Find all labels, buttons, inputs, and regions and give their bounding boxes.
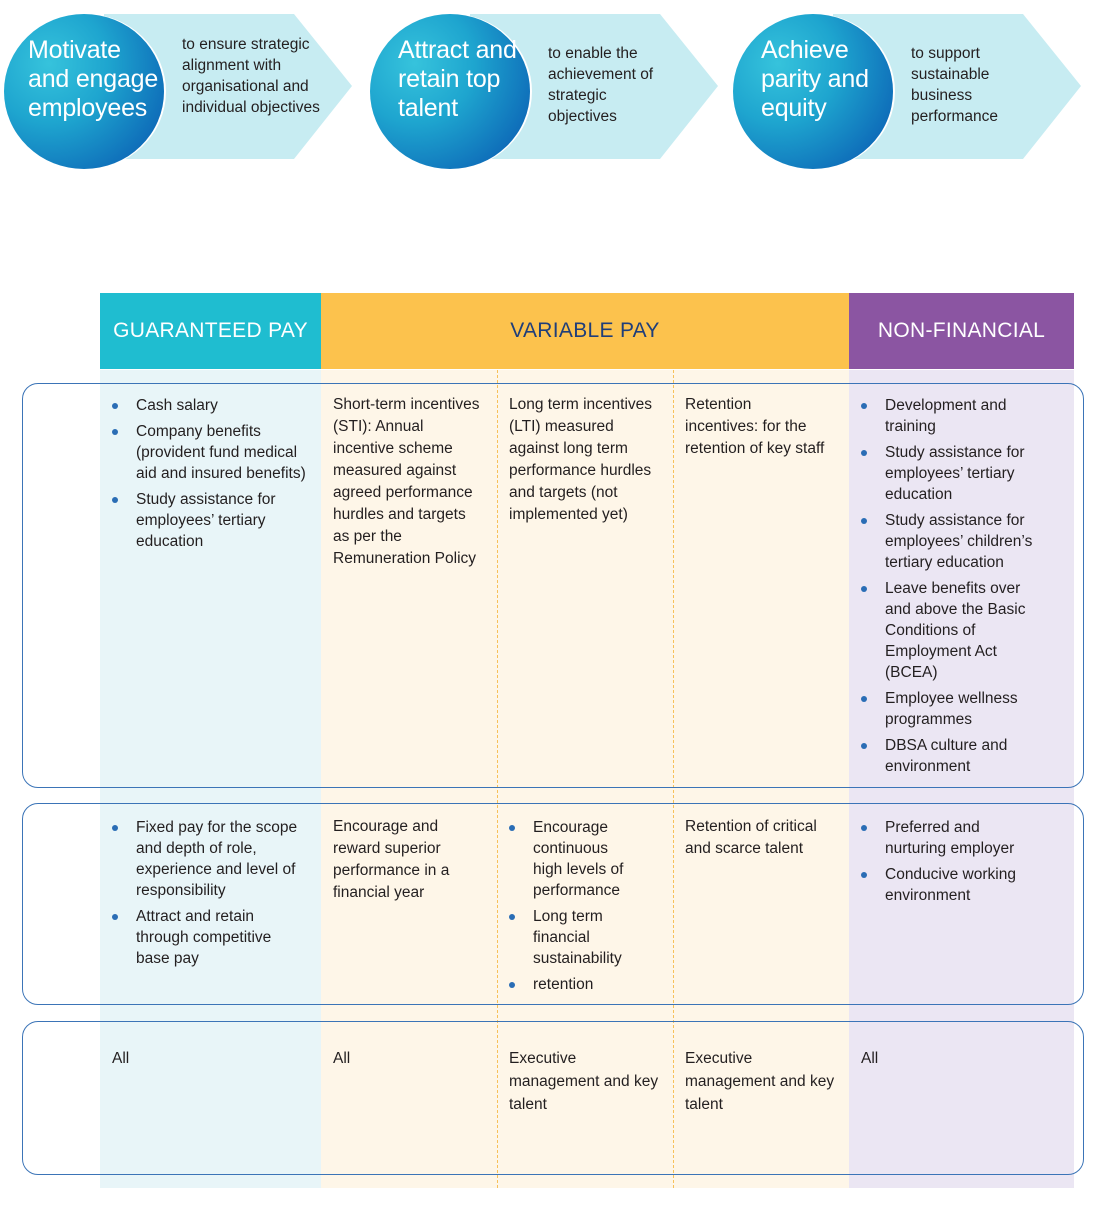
objective-title: Motivate and engage employees — [28, 36, 159, 122]
cell-text: Retention incentives: for the retention of key staff — [685, 396, 825, 457]
objective-description: to ensure strategic alignment with organisational and individual objectives — [182, 36, 320, 116]
header-non-financial: NON-FINANCIAL — [849, 293, 1074, 369]
retention-components — [685, 394, 825, 460]
list-item: Attract and retain through competitive base pay — [112, 906, 296, 969]
sti-purpose — [333, 816, 483, 904]
list-item: Encourage continuous high levels of performance — [509, 817, 633, 901]
lti-purpose — [509, 817, 659, 1000]
lti-components — [509, 394, 661, 526]
header-guaranteed-pay: GUARANTEED PAY — [100, 293, 321, 369]
list-item: Study assistance for employees’ children’s tertiary education — [861, 510, 1061, 573]
cell-text: Encourage and reward superior performance in a financial year — [333, 818, 450, 901]
header-variable-pay: VARIABLE PAY — [321, 293, 849, 369]
retention-eligibility: Executive management and key talent — [685, 1050, 835, 1113]
list-item: Study assistance for employees’ tertiary education — [112, 489, 312, 552]
list-item: Employee wellness programmes — [861, 688, 1045, 730]
nonfinancial-eligibility: All — [861, 1050, 879, 1067]
objective-attract — [370, 14, 700, 169]
list-item: retention — [509, 974, 659, 995]
nonfinancial-components — [861, 395, 1061, 782]
retention-purpose — [685, 816, 840, 860]
objective-title: Achieve parity and equity — [761, 36, 869, 122]
list-item: Cash salary — [112, 395, 312, 416]
list-item: Development and training — [861, 395, 1061, 437]
list-item: Long term financial sustainability — [509, 906, 633, 969]
guaranteed-components — [112, 395, 312, 557]
guaranteed-purpose — [112, 817, 312, 974]
sti-eligibility: All — [333, 1050, 351, 1067]
cell-text: Retention of critical and scarce talent — [685, 818, 817, 857]
list-item: DBSA culture and environment — [861, 735, 1045, 777]
list-item: Conducive working environment — [861, 864, 1035, 906]
objective-description: to support sustainable business performance — [911, 45, 999, 125]
lti-eligibility: Executive management and key talent — [509, 1050, 659, 1113]
sti-components — [333, 394, 483, 570]
list-item: Study assistance for employees’ tertiary education — [861, 442, 1061, 505]
cell-text: Long term incentives (LTI) measured against long term performance hurdles and targets (not implemented yet) — [509, 396, 653, 523]
nonfinancial-purpose — [861, 817, 1061, 911]
list-item: Fixed pay for the scope and depth of role, experience and level of responsibility — [112, 817, 312, 901]
list-item: Preferred and nurturing employer — [861, 817, 1035, 859]
objective-achieve — [733, 14, 1063, 169]
objective-description: to enable the achievement of strategic objectives — [548, 45, 654, 125]
guaranteed-eligibility: All — [112, 1050, 130, 1067]
cell-text: Short-term incentives (STI): Annual incentive scheme measured against agreed performance hurdles and targets as per the Remuneration Policy — [333, 396, 480, 567]
objective-title: Attract and retain top talent — [398, 36, 517, 122]
objective-motivate — [4, 14, 334, 169]
list-item: Leave benefits over and above the Basic Conditions of Employment Act (BCEA) — [861, 578, 1035, 683]
list-item: Company benefits (provident fund medical aid and insured benefits) — [112, 421, 312, 484]
